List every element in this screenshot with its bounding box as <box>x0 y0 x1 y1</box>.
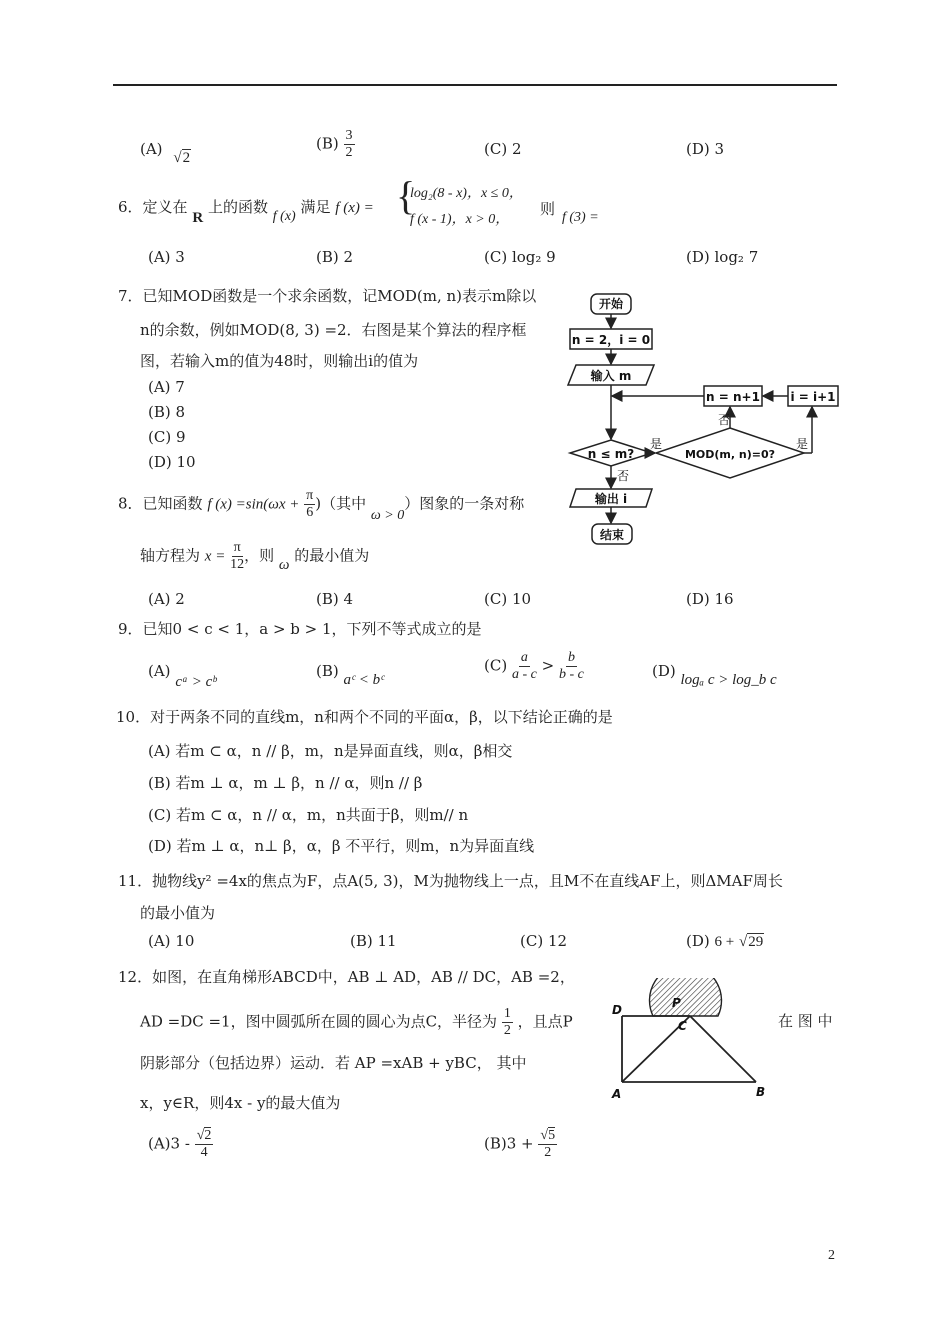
q11-line2: 的最小值为 <box>140 904 216 922</box>
q6-option-c: (C) log₂ 9 <box>484 248 556 266</box>
q6-option-a: (A) 3 <box>148 248 185 266</box>
flow-cond1-text: n ≤ m? <box>587 447 635 461</box>
q7-option-b: (B) 8 <box>148 403 186 421</box>
q9-option-a: (A) cᵃ > cᵇ <box>148 662 217 690</box>
q11-option-c: (C) 12 <box>520 932 568 950</box>
q12-line2-end: 在 图 中 <box>778 1012 833 1030</box>
q6-then: 则 <box>540 200 556 218</box>
q7-option-a: (A) 7 <box>148 378 185 396</box>
page-number: 2 <box>828 1248 835 1263</box>
flow-init-text: n = 2，i = 0 <box>571 333 651 347</box>
q12-option-b: (B)3 + $\frac{√5}{2}$ <box>484 1128 556 1160</box>
flowchart <box>560 288 840 548</box>
segment-cb <box>690 1016 756 1082</box>
q12-option-a: (A)3 - $\frac{√2}{4}$ <box>148 1128 212 1160</box>
q7-line1: 7．已知MOD函数是一个求余函数，记MOD(m, n)表示m除以 <box>118 287 537 305</box>
q6-case1: log₂(8 - x)，x ≤ 0， <box>410 186 523 201</box>
q9-stem: 9．已知0 < c < 1，a > b > 1，下列不等式成立的是 <box>118 620 482 638</box>
q6-piecewise-brace: { <box>396 173 416 218</box>
q11-option-b: (B) 11 <box>350 932 397 950</box>
q11-line1: 11．抛物线y² =4x的焦点为F，点A(5, 3)，M为抛物线上一点，且M不在直线AF上，则ΔMAF周长 <box>118 872 783 890</box>
q12-line2: AD =DC =1，图中圆弧所在圆的圆心为点C，半径为 $\frac{1}{2}$ ，且点P <box>140 1006 573 1038</box>
q8-line2: 轴方程为 x = $\frac{\pi}{12}$ ，则 ω 的最小值为 <box>140 540 370 573</box>
q6-stem: 6．定义在 R 上的函数 f (x) 满足 f (x) = <box>118 198 374 226</box>
flow-yes-label-1: 是 <box>650 437 663 451</box>
flow-i-update-text: i = i+1 <box>790 390 836 404</box>
flow-n-update-text: n = n+1 <box>706 390 760 404</box>
label-c: C <box>678 1019 687 1033</box>
q8-option-a: (A) 2 <box>148 590 185 608</box>
q9-option-b: (B) aᶜ < bᶜ <box>316 662 385 688</box>
q6-option-b: (B) 2 <box>316 248 354 266</box>
q12-figure <box>606 978 776 1102</box>
q9-option-d: (D) logₐ c > log_b c <box>652 662 777 688</box>
flow-cond2-text: MOD(m, n)=0? <box>684 448 776 461</box>
q10-option-c: (C) 若m ⊂ α，n // α，m，n共面于β，则m// n <box>148 806 469 824</box>
q10-option-a: (A) 若m ⊂ α，n // β，m，n是异面直线，则α，β相交 <box>148 742 513 760</box>
flow-input-text: 输入 m <box>590 369 632 383</box>
label-p: P <box>672 996 681 1010</box>
q5-option-d: (D) 3 <box>686 140 725 158</box>
flow-start-text: 开始 <box>598 297 624 311</box>
q7-line2: n的余数，例如MOD(8, 3) =2．右图是某个算法的程序框 <box>140 321 527 339</box>
flow-output-text: 输出 i <box>594 492 628 506</box>
q5-option-a: (A) √2 <box>140 140 191 166</box>
flow-no-label-bottom: 否 <box>617 469 630 483</box>
q12-line1: 12．如图，在直角梯形ABCD中，AB ⊥ AD，AB // DC，AB =2， <box>118 968 575 986</box>
q5-option-c: (C) 2 <box>484 140 522 158</box>
q8-option-c: (C) 10 <box>484 590 532 608</box>
q8-option-b: (B) 4 <box>316 590 354 608</box>
q6-option-d: (D) log₂ 7 <box>686 248 759 266</box>
label-d: D <box>612 1003 622 1017</box>
q6-case2: f (x - 1)，x > 0， <box>410 212 510 227</box>
flow-yes-label-2: 是 <box>796 437 809 451</box>
q11-option-a: (A) 10 <box>148 932 195 950</box>
flow-end-text: 结束 <box>599 528 625 542</box>
q8-option-d: (D) 16 <box>686 590 734 608</box>
q7-option-d: (D) 10 <box>148 453 196 471</box>
q11-option-d: (D) 6 + √29 <box>686 932 764 950</box>
q12-line4: x，y∈R，则4x - y的最大值为 <box>140 1094 341 1112</box>
q9-option-c: (C) $\frac{a}{a - c}$ > $\frac{b}{b - c}$ <box>484 650 584 682</box>
q10-option-d: (D) 若m ⊥ α，n⊥ β，α，β 不平行，则m，n为异面直线 <box>148 837 535 855</box>
q7-option-c: (C) 9 <box>148 428 186 446</box>
q8-line1: 8．已知函数 f (x) =sin(ωx + $\frac{\pi}{6}$ )（其中 ω > 0）图象的一条对称 <box>118 488 525 523</box>
q12-line3: 阴影部分（包括边界）运动．若 AP =xAB + yBC， 其中 <box>140 1054 527 1072</box>
header-rule <box>113 84 837 86</box>
q5-option-b: (B) $\frac{3}{2}$ <box>316 128 353 160</box>
flow-no-label-top: 否 <box>718 413 731 427</box>
q10-stem: 10．对于两条不同的直线m，n和两个不同的平面α，β，以下结论正确的是 <box>116 708 613 726</box>
label-b: B <box>756 1085 766 1099</box>
q7-line3: 图，若输入m的值为48时，则输出i的值为 <box>140 352 419 370</box>
shaded-arc-region <box>650 978 722 1016</box>
label-a: A <box>612 1087 622 1101</box>
q6-f3: f (3) = <box>562 210 599 225</box>
q10-option-b: (B) 若m ⊥ α，m ⊥ β，n // α，则n // β <box>148 774 423 792</box>
